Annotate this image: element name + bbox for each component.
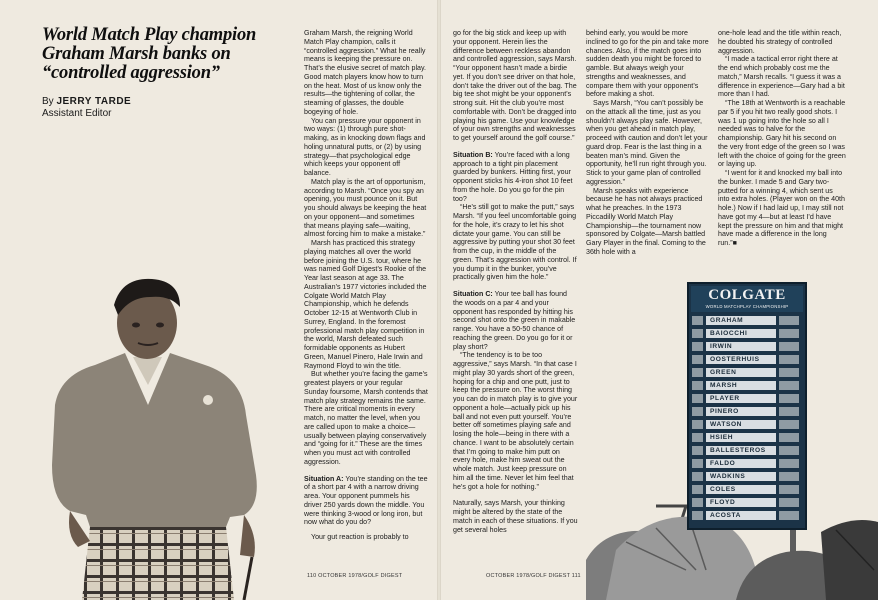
headline-line-3: “controlled aggression” bbox=[42, 63, 220, 83]
paragraph: Naturally, says Marsh, your thinking might be altered by the state of the match in each of these situations. If you get several holes bbox=[453, 499, 578, 534]
scoreboard-row-number-plate bbox=[692, 511, 703, 520]
scoreboard-player-name: OOSTERHUIS bbox=[706, 355, 776, 364]
scoreboard-row bbox=[691, 406, 803, 418]
scoreboard-row bbox=[691, 354, 803, 366]
leaderboard-sign bbox=[687, 282, 807, 530]
scoreboard-player-name: PINERO bbox=[706, 407, 776, 416]
scoreboard-row-number-plate bbox=[692, 368, 703, 377]
folio-right: OCTOBER 1978/GOLF DIGEST 111 bbox=[486, 573, 581, 579]
scoreboard-row-number-plate bbox=[692, 485, 703, 494]
scoreboard-row-number-plate bbox=[692, 394, 703, 403]
scoreboard-row bbox=[691, 432, 803, 444]
byline-prefix: By bbox=[42, 96, 57, 107]
scoreboard-row-number-plate bbox=[692, 446, 703, 455]
scoreboard-player-name: FALDO bbox=[706, 459, 776, 468]
byline bbox=[42, 96, 131, 120]
scoreboard-player-name: MARSH bbox=[706, 381, 776, 390]
scoreboard-player-name: FLOYD bbox=[706, 498, 776, 507]
scoreboard-score-plate bbox=[779, 472, 799, 481]
paragraph: Your gut reaction is probably to bbox=[311, 533, 409, 541]
scoreboard-row bbox=[691, 497, 803, 509]
situation-a-text: You’re standing on the tee of a short par 4 with a narrow driving area. Your opponent pummels his driver 250 yards down the middle. You were thinking 3-wood or long iron, but now what do you do? bbox=[304, 474, 428, 527]
paragraph: “He’s still got to make the putt,” says Marsh. “If you feel uncomfortable going for the hole, it’s crazy to let his shot dictate your game. You can still be aggressive by putting your shot 30 feet from the cup, in the middle of the green. That’s aggression with control. If you dump it in the bunker, you’ve practically given him the hole.” bbox=[453, 203, 577, 282]
situation-c-paragraph bbox=[453, 290, 578, 351]
paragraph: “I made a tactical error right there at the end which probably cost me the match,” Marsh recalls. “I guess it was a difference in experience—Gary had a bit more than I had. bbox=[718, 55, 845, 99]
paragraph: behind early, you would be more inclined to go for the pin and take more chances. Also, if the match goes into sudden death you might be forced to gamble. But always weigh your strengths and weaknesses, and compare them with your opponent’s before making a shot. bbox=[586, 29, 709, 99]
scoreboard-player-name: PLAYER bbox=[706, 394, 776, 403]
scoreboard-row bbox=[691, 380, 803, 392]
scoreboard-row-number-plate bbox=[692, 459, 703, 468]
scoreboard-row bbox=[691, 315, 803, 327]
scoreboard-row-number-plate bbox=[692, 433, 703, 442]
headline-line-2: Graham Marsh banks on bbox=[42, 44, 231, 64]
scoreboard-score-plate bbox=[779, 329, 799, 338]
scoreboard-row bbox=[691, 471, 803, 483]
page-gutter bbox=[437, 0, 441, 600]
scoreboard-score-plate bbox=[779, 459, 799, 468]
scoreboard-row bbox=[691, 341, 803, 353]
article-column-4 bbox=[718, 29, 846, 248]
scoreboard-score-plate bbox=[779, 511, 799, 520]
scoreboard-row-number-plate bbox=[692, 420, 703, 429]
paragraph: go for the big stick and keep up with your opponent. Herein lies the difference between reckless abandon and controlled aggression, says Marsh. “Your opponent hasn’t made a birdie yet. If you don’t see driver on that hole, don’t take the driver out of the bag. The big tee shot might be your opponent’s strong suit. Hit the club you’re most comfortable with. Don’t be dragged into playing his game. Use your knowledge of your own strengths and weaknesses to get yourself around the golf course.” bbox=[453, 29, 577, 142]
scoreboard-score-plate bbox=[779, 355, 799, 364]
scoreboard-row bbox=[691, 419, 803, 431]
scoreboard-player-name: HSIEH bbox=[706, 433, 776, 442]
scoreboard-row-number-plate bbox=[692, 498, 703, 507]
folio-left: 110 OCTOBER 1978/GOLF DIGEST bbox=[307, 573, 403, 579]
scoreboard-row bbox=[691, 393, 803, 405]
scoreboard-score-plate bbox=[779, 342, 799, 351]
article-column-2 bbox=[453, 29, 578, 534]
paragraph: one-hole lead and the title within reach, he doubted his strategy of controlled aggression. bbox=[718, 29, 842, 55]
paragraph: “The 18th at Wentworth is a reachable par 5 if you hit two really good shots. I was 1 up going into the hole so all I needed was to halve for the championship. Gary hit his second on the very front edge of the green so I was left with the choice of going for the green or laying up. bbox=[718, 99, 846, 169]
scoreboard-score-plate bbox=[779, 381, 799, 390]
scoreboard-player-name: IRWIN bbox=[706, 342, 776, 351]
paragraph: Graham Marsh, the reigning World Match Play champion, calls it “controlled aggression.” What he really means is keeping the pressure on. That’s the elusive secret of match play. Good match players know how to turn on the heat. Most of us know only the results—the tightening of collar, the steaming of glasses, the double bogeying of hole. bbox=[304, 29, 426, 116]
scoreboard-score-plate bbox=[779, 498, 799, 507]
byline-role: Assistant Editor bbox=[42, 108, 112, 119]
scoreboard-player-name: BAIOCCHI bbox=[706, 329, 776, 338]
scoreboard-player-name: GREEN bbox=[706, 368, 776, 377]
scoreboard-row-number-plate bbox=[692, 342, 703, 351]
scoreboard-row bbox=[691, 445, 803, 457]
paragraph: Match play is the art of opportunism, according to Marsh. “Once you spy an opening, you must pounce on it. But you should always be keeping the heat on your opponent—and sometimes that means playing safe—waiting, almost forcing him to make a mistake.” bbox=[304, 177, 427, 239]
article-column-3 bbox=[586, 29, 711, 257]
scoreboard-score-plate bbox=[779, 394, 799, 403]
scoreboard-row-number-plate bbox=[692, 316, 703, 325]
paragraph: “I went for it and knocked my ball into the bunker. I made 5 and Gary two-putted for a winning 4, which sent us into extra holes. (Player won on the 40th hole.) Now if I had laid up, I may still not have got my 4—but at least I’d have kept the pressure on him and that might have made a difference in the long run.”■ bbox=[718, 169, 845, 247]
paragraph: But whether you’re facing the game’s greatest players or your regular Sunday foursome, Marsh contends that match play strategy remains the same. There are critical moments in every match, no matter the level, when you are called upon to make a choice—usually between playing conservatively and “going for it.” These are the times when you must act with controlled aggression. bbox=[304, 370, 428, 466]
headline-line-1: World Match Play champion bbox=[42, 25, 257, 45]
scoreboard-row-number-plate bbox=[692, 407, 703, 416]
scoreboard-score-plate bbox=[779, 368, 799, 377]
scoreboard-row-number-plate bbox=[692, 472, 703, 481]
byline-author: JERRY TARDE bbox=[56, 96, 132, 107]
scoreboard-player-name: WADKINS bbox=[706, 472, 776, 481]
scoreboard-score-plate bbox=[779, 407, 799, 416]
article-column-1 bbox=[304, 29, 428, 542]
scoreboard-score-plate bbox=[779, 446, 799, 455]
scoreboard-row bbox=[691, 367, 803, 379]
scoreboard-row-number-plate bbox=[692, 381, 703, 390]
paragraph: “The tendency is to be too aggressive,” says Marsh. “In that case I might play 30 yards short of the green, hoping for a chip and one putt, just to keep the pressure on. The worst thing you can do in match play is to give your opponent a hole—actually pick up his ball and not even putt yourself. You’re better off sometimes playing safe and losing the hole—being in there with a chance. I want to be absolutely certain that I’m going to make him putt on every hole, make him sweat out the whole match. Just keep pressure on him all the time. Never let him feel that he’s got a hole for nothing.” bbox=[453, 351, 578, 491]
scoreboard-player-name: COLES bbox=[706, 485, 776, 494]
scoreboard-player-name: BALLESTEROS bbox=[706, 446, 776, 455]
paragraph: Says Marsh, “You can’t possibly be on the attack all the time, just as you shouldn’t always play safe. However, when you get ahead in match play, proceed with caution and don’t let your guard drop. Fear is the last thing in a beaten man’s mind. Given the opportunity, he’ll run right through you. Stick to your game plan of controlled aggression.” bbox=[586, 99, 708, 186]
scoreboard-row bbox=[691, 458, 803, 470]
scoreboard-header bbox=[691, 286, 803, 312]
paragraph: Marsh has practiced this strategy playing matches all over the world before joining the U.S. tour, where he was named Golf Digest’s Rookie of the Year last season at age 33. The Australian’s 1977 victories included the Colgate World Match Play Championship, which he defends October 12-15 at Wentworth Club in Surrey, England. In the foremost professional match play competition in the world, Marsh defeated such formidable opponents as Hubert Green, Manuel Pinero, Hale Irwin and Raymond Floyd to win the title. bbox=[304, 239, 427, 370]
scoreboard-row bbox=[691, 484, 803, 496]
scoreboard-row bbox=[691, 510, 803, 522]
paragraph: You can pressure your opponent in two ways: (1) through pure shot-making, as in knocking down flags and holing unnatural putts, or (2) by using strategy—that psychological edge which keeps your opponent off balance. bbox=[304, 116, 426, 177]
situation-a-paragraph bbox=[304, 475, 428, 528]
scoreboard-row-number-plate bbox=[692, 355, 703, 364]
situation-a-label: Situation A: bbox=[304, 474, 344, 483]
scoreboard-subtitle: WORLD MATCHPLAY CHAMPIONSHIP bbox=[705, 304, 789, 309]
paragraph: Marsh speaks with experience because he has not always practiced what he preaches. In the 1973 Piccadilly World Match Play Championship—the tournament now sponsored by Colgate—Marsh battled Gary Player in the final. Coming to the 36th hole with a bbox=[586, 186, 706, 256]
scoreboard-row bbox=[691, 328, 803, 340]
scoreboard-player-name: GRAHAM bbox=[706, 316, 776, 325]
scoreboard-score-plate bbox=[779, 485, 799, 494]
situation-c-label: Situation C: bbox=[453, 290, 493, 298]
situation-b-text: You’re faced with a long approach to a tight pin placement guarded by bunkers. Hitting first, your opponent sticks his 4-iron shot 10 feet from the hole. Do you go for the pin too? bbox=[453, 150, 573, 203]
situation-c-text: Your tee ball has found the woods on a par 4 and your opponent has responded by hitting his second shot onto the green in makable range. You have a 50-50 chance of reaching the green. Do you go for it or play short? bbox=[453, 290, 576, 351]
scoreboard-score-plate bbox=[779, 433, 799, 442]
article-headline bbox=[42, 26, 298, 83]
scoreboard-player-name: ACOSTA bbox=[706, 511, 776, 520]
scoreboard-player-name: WATSON bbox=[706, 420, 776, 429]
scoreboard-score-plate bbox=[779, 316, 799, 325]
scoreboard-row-number-plate bbox=[692, 329, 703, 338]
colgate-logo: COLGATE bbox=[708, 287, 786, 303]
scoreboard-score-plate bbox=[779, 420, 799, 429]
golfer-photo bbox=[30, 265, 290, 600]
situation-b-label: Situation B: bbox=[453, 150, 493, 159]
situation-b-paragraph bbox=[453, 151, 578, 204]
